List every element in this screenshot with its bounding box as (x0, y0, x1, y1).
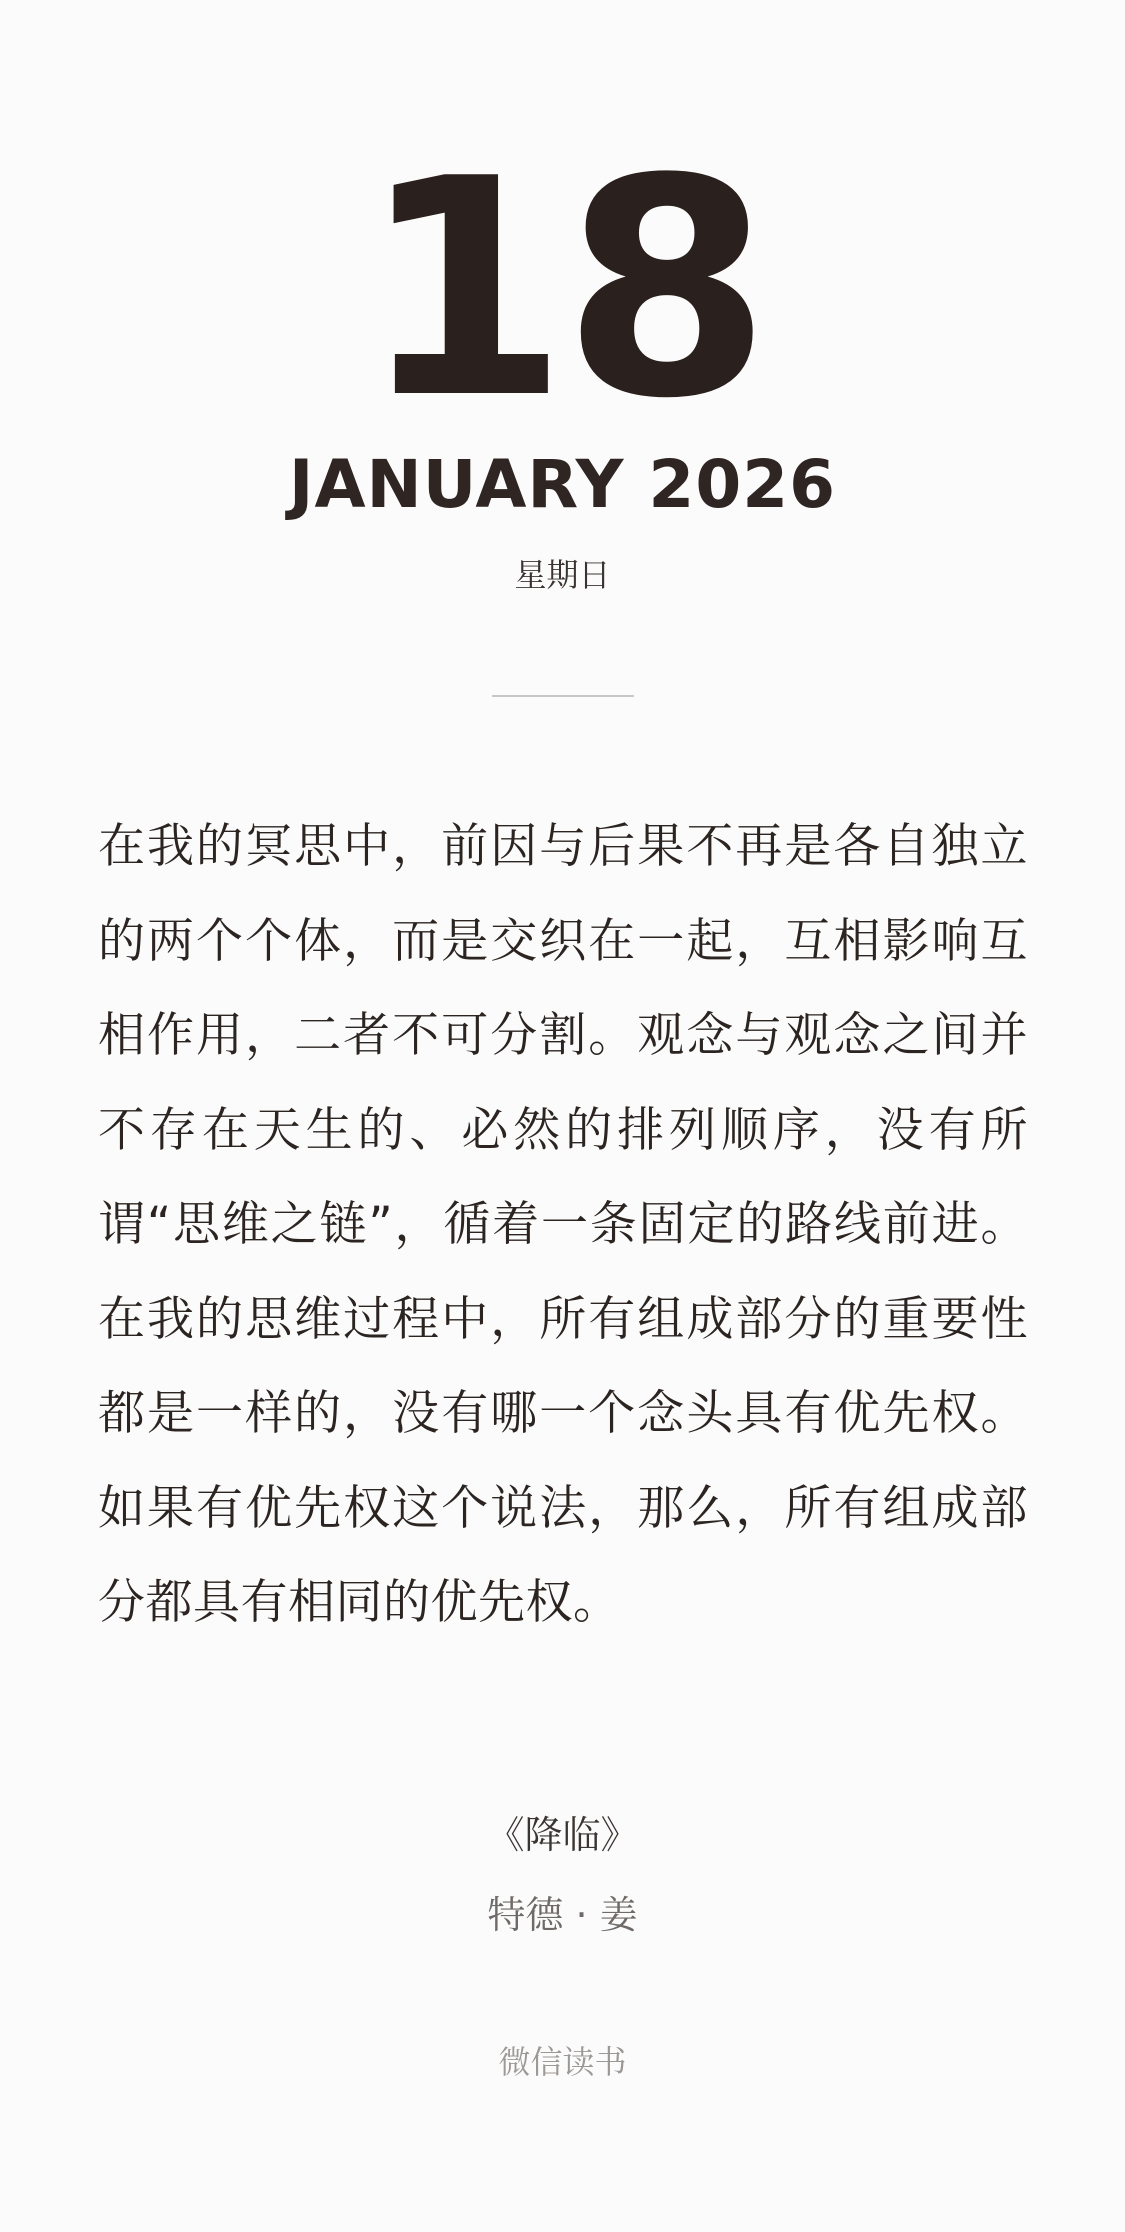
month-year: JANUARY 2026 (288, 446, 837, 523)
divider (492, 695, 634, 697)
quote-text: 在我的冥思中，前因与后果不再是各自独立的两个个体，而是交织在一起，互相影响互相作用，二者不可分割。观念与观念之间并不存在天生的、必然的排列顺序，没有所谓“思维之链”，循着一条固定的路线前进。在我的思维过程中，所有组成部分的重要性都是一样的，没有哪一个念头具有优先权。如果有优先权这个说法，那么，所有组成部分都具有相同的优先权。 (98, 819, 1028, 1630)
author-name: 特德 · 姜 (487, 1893, 638, 1937)
book-title: 《降临》 (486, 1813, 639, 1857)
weekday: 星期日 (514, 556, 611, 594)
day-number: 18 (359, 115, 766, 464)
app-name: 微信读书 (498, 2043, 627, 2081)
